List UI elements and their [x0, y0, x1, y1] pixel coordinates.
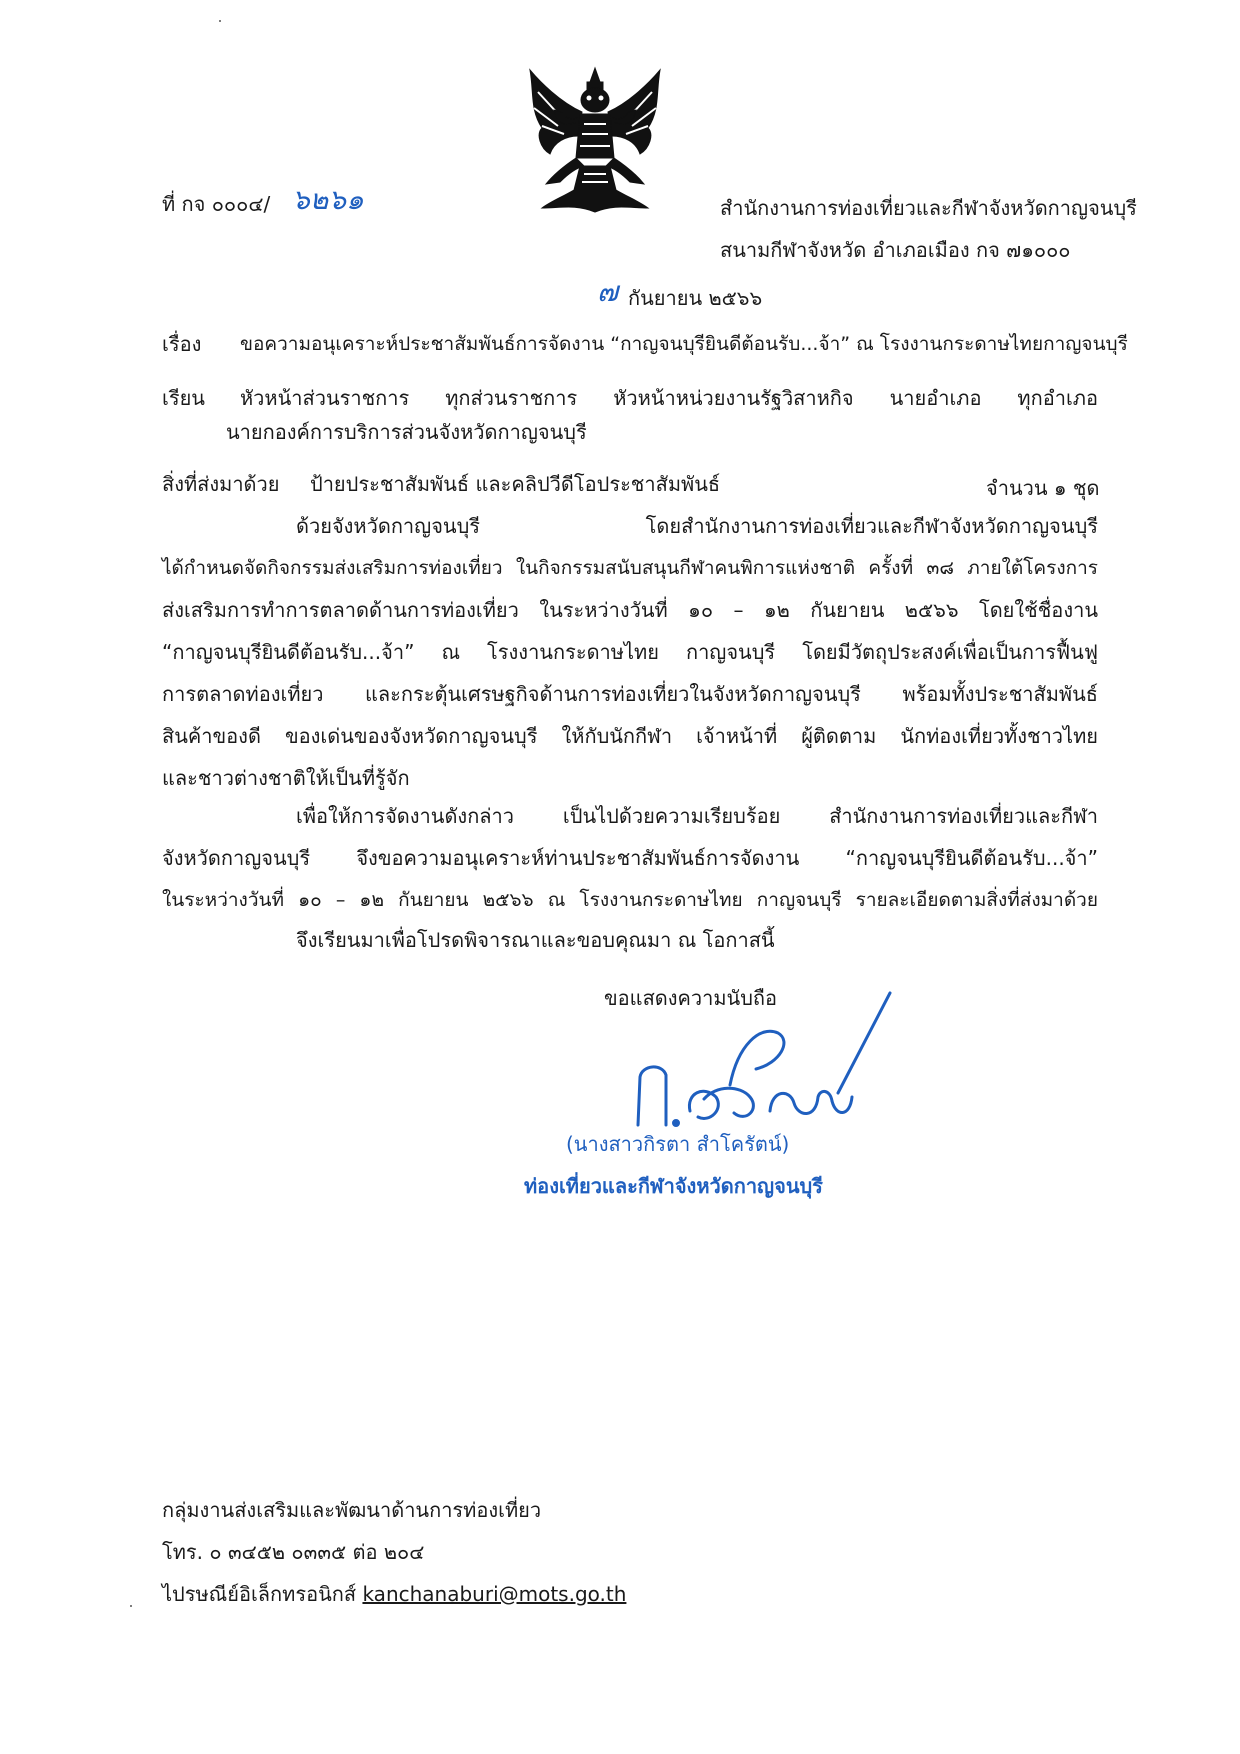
footer-phone: โทร. ๐ ๓๔๕๒ ๐๓๓๕ ต่อ ๒๐๔ — [162, 1540, 425, 1564]
para2-line-2: จังหวัดกาญจนบุรี จึงขอความอนุเคราะห์ท่านประชาสัมพันธ์การจัดงาน “กาญจนบุรียินดีต้อนรับ...จ้า” — [162, 846, 1098, 870]
signatory-position: ท่องเที่ยวและกีฬาจังหวัดกาญจนบุรี — [524, 1174, 823, 1198]
para2-line-1: เพื่อให้การจัดงานดังกล่าว เป็นไปด้วยความเรียบร้อย สำนักงานการท่องเที่ยวและกีฬา — [296, 804, 1098, 828]
enclosure-text: ป้ายประชาสัมพันธ์ และคลิปวีดีโอประชาสัมพันธ์ — [310, 472, 721, 496]
para1-line-1: ด้วยจังหวัดกาญจนบุรี โดยสำนักงานการท่องเที่ยวและกีฬาจังหวัดกาญจนบุรี — [296, 514, 1098, 538]
enclosure-label: สิ่งที่ส่งมาด้วย — [162, 472, 280, 496]
footer-email-label: ไปรษณีย์อิเล็กทรอนิกส์ — [162, 1582, 357, 1606]
recipient-line-2: นายกองค์การบริการส่วนจังหวัดกาญจนบุรี — [226, 420, 587, 444]
footer-email-link[interactable]: kanchanaburi@mots.go.th — [362, 1582, 627, 1606]
scan-dot — [130, 1605, 132, 1607]
para1-line-3: ส่งเสริมการทำการตลาดด้านการท่องเที่ยว ในระหว่างวันที่ ๑๐ – ๑๒ กันยายน ๒๕๖๖ โดยใช้ชื่องาน — [162, 598, 1098, 622]
org-address: สนามกีฬาจังหวัด อำเภอเมือง กจ ๗๑๐๐๐ — [720, 238, 1071, 262]
date-month-year: กันยายน ๒๕๖๖ — [628, 286, 763, 310]
para1-line-4: “กาญจนบุรียินดีต้อนรับ...จ้า” ณ โรงงานกระดาษไทย กาญจนบุรี โดยมีวัตถุประสงค์เพื่อเป็นการฟื้นฟู — [162, 640, 1098, 664]
recipient-line-1: หัวหน้าส่วนราชการ ทุกส่วนราชการ หัวหน้าหน่วยงานรัฐวิสาหกิจ นายอำเภอ ทุกอำเภอ — [240, 386, 1098, 410]
signature-icon — [620, 985, 920, 1135]
subject-text: ขอความอนุเคราะห์ประชาสัมพันธ์การจัดงาน “กาญจนบุรียินดีต้อนรับ...จ้า” ณ โรงงานกระดาษไทยกาญจนบุรี — [240, 333, 1128, 355]
para1-line-7: และชาวต่างชาติให้เป็นที่รู้จัก — [162, 766, 410, 790]
garuda-emblem-icon — [520, 62, 670, 222]
para1-line-6: สินค้าของดี ของเด่นของจังหวัดกาญจนบุรี ให้กับนักกีฬา เจ้าหน้าที่ ผู้ติดตาม นักท่องเที่ยวทั้งชาวไทย — [162, 724, 1098, 748]
closing-regards: ขอแสดงความนับถือ — [604, 986, 778, 1010]
para3: จึงเรียนมาเพื่อโปรดพิจารณาและขอบคุณมา ณ โอกาสนี้ — [296, 928, 775, 952]
footer-unit: กลุ่มงานส่งเสริมและพัฒนาด้านการท่องเที่ยว — [162, 1498, 542, 1522]
date-day-handwritten: ๗ — [597, 275, 619, 308]
signatory-name: (นางสาวกิรตา สำโครัตน์) — [566, 1132, 790, 1156]
footer-email-row — [162, 1582, 626, 1606]
enclosure-count: จำนวน ๑ ชุด — [986, 476, 1100, 500]
recipient-label: เรียน — [162, 386, 205, 410]
para1-line-2: ได้กำหนดจัดกิจกรรมส่งเสริมการท่องเที่ยว ในกิจกรรมสนับสนุนกีฬาคนพิการแห่งชาติ ครั้งที่ ๓๘ ภายใต้โครงการ — [162, 557, 1098, 579]
subject-label: เรื่อง — [162, 332, 202, 356]
doc-number-handwritten: ๖๒๖๑ — [292, 183, 364, 216]
para1-line-5: การตลาดท่องเที่ยว และกระตุ้นเศรษฐกิจด้านการท่องเที่ยวในจังหวัดกาญจนบุรี พร้อมทั้งประชาสัมพันธ์ — [162, 682, 1098, 706]
doc-number-prefix: ที่ กจ ๐๐๐๔/ — [162, 192, 271, 216]
scan-dot — [219, 20, 221, 22]
org-name: สำนักงานการท่องเที่ยวและกีฬาจังหวัดกาญจนบุรี — [720, 196, 1137, 220]
para2-line-3: ในระหว่างวันที่ ๑๐ – ๑๒ กันยายน ๒๕๖๖ ณ โรงงานกระดาษไทย กาญจนบุรี รายละเอียดตามสิ่งที่ส่งมาด้วย — [162, 889, 1098, 911]
